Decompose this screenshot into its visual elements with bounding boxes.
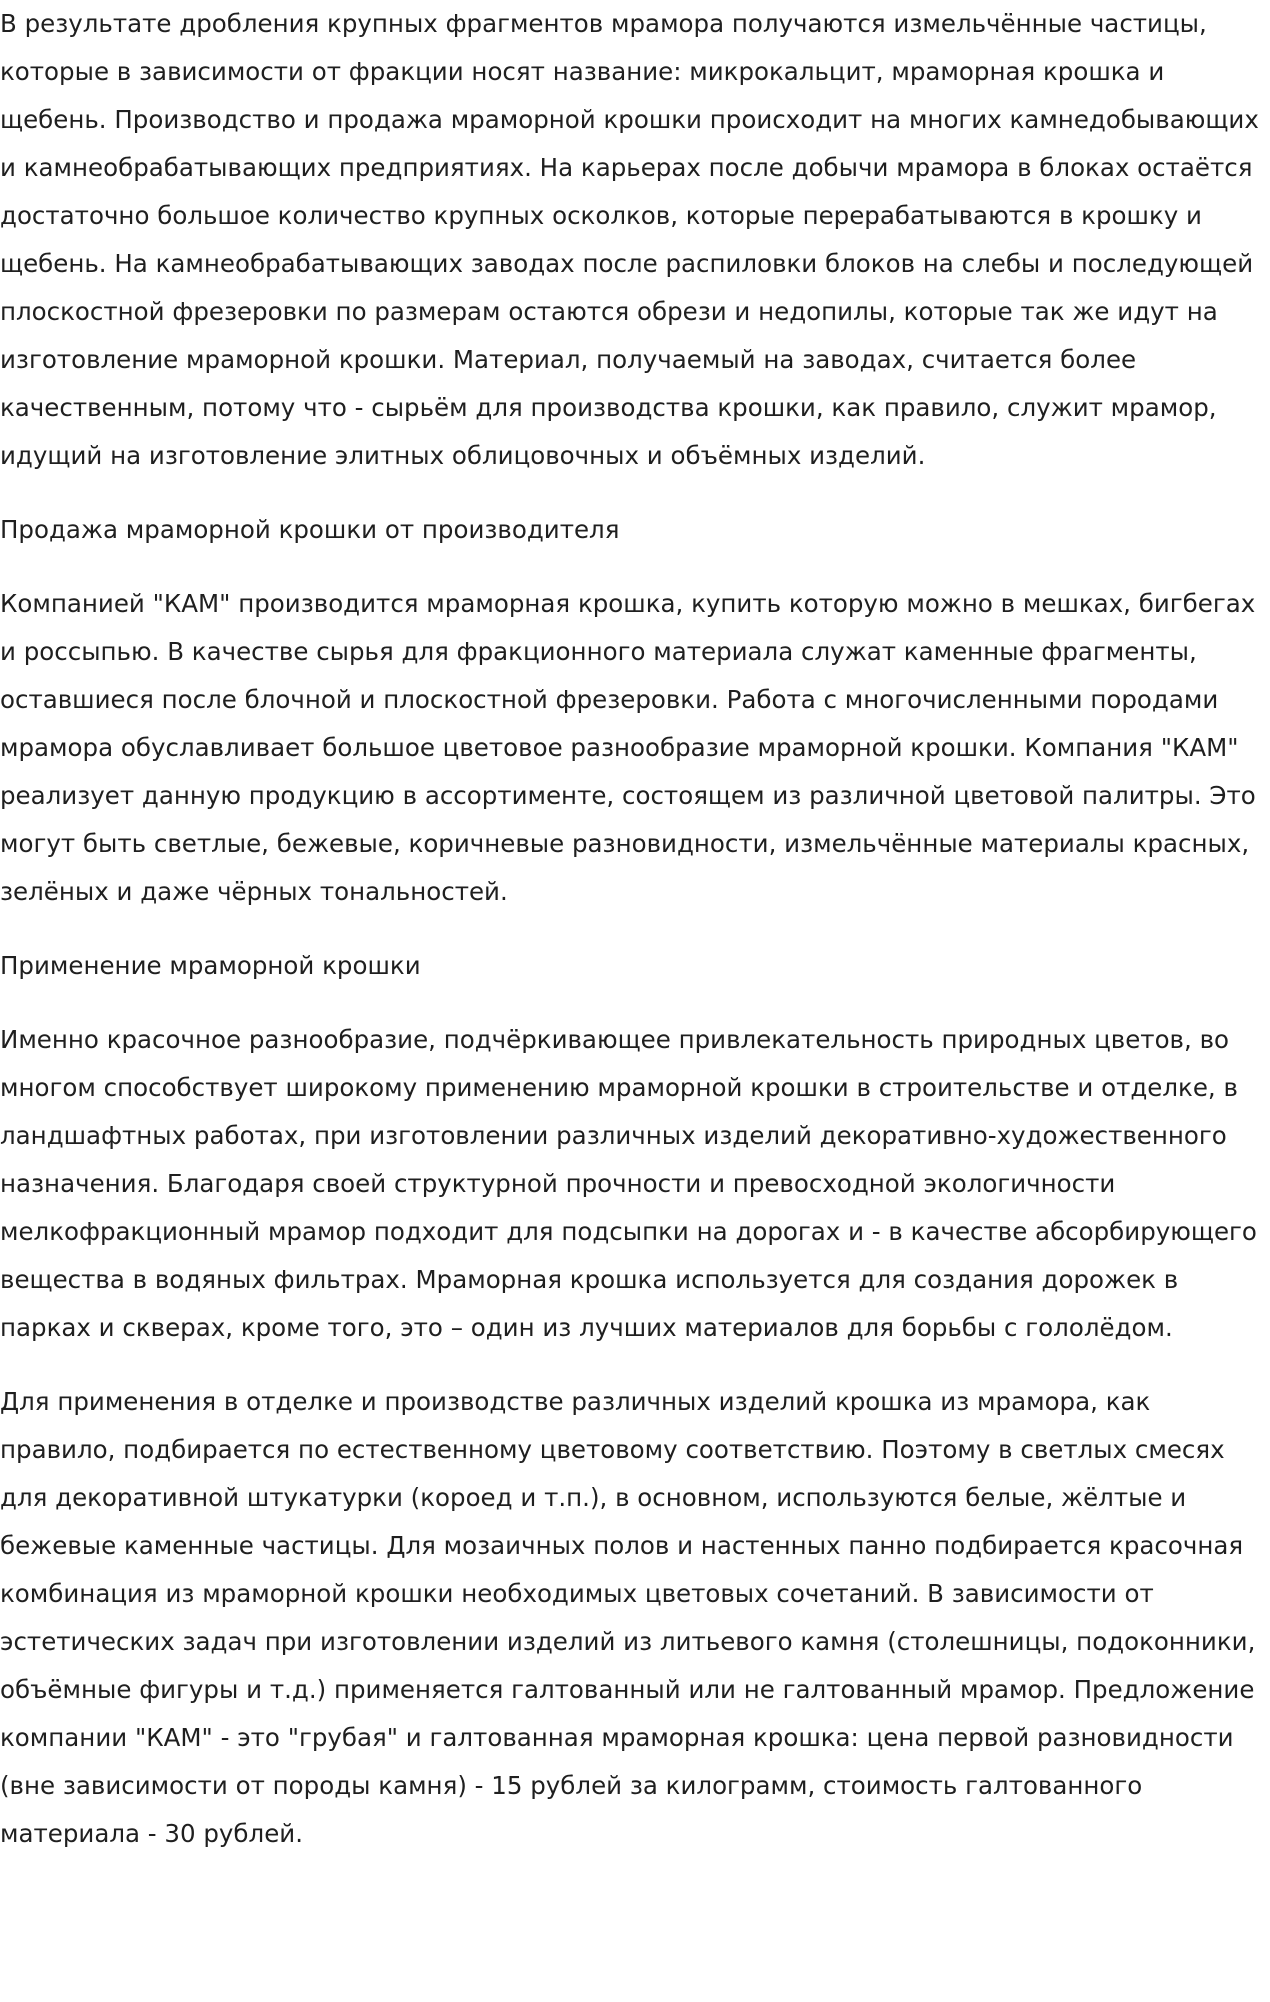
- paragraph-color-variety: Именно красочное разнообразие, подчёркивающее привлекательность природных цветов, во многом способствует широкому применению мраморной крошки в строительстве и отделке, в ландшафтных работах, при изготовлении различных изделий декоративно-художественного назначения. Благодаря своей структурной прочности и превосходной экологичности мелкофракционный мрамор подходит для подсыпки на дорогах и - в качестве абсорбирующего вещества в водяных фильтрах. Мраморная крошка используется для создания дорожек в парках и скверах, кроме того, это – один из лучших материалов для борьбы с гололёдом.: [0, 1025, 1257, 1342]
- paragraph-marble-crushing: В результате дробления крупных фрагментов мрамора получаются измельчённые частицы, которые в зависимости от фракции носят название: микрокальцит, мраморная крошка и щебень. Производство и продажа мраморной крошки происходит на многих камнедобывающих и камнеобрабатывающих предприятиях. На карьерах после добычи мрамора в блоках остаётся достаточно большое количество крупных осколков, которые перерабатываются в крошку и щебень. На камнеобрабатывающих заводах после распиловки блоков на слебы и последующей плоскостной фрезеровки по размерам остаются обрези и недопилы, которые так же идут на изготовление мраморной крошки. Материал, получаемый на заводах, считается более качественным, потому что - сырьём для производства крошки, как правило, служит мрамор, идущий на изготовление элитных облицовочных и объёмных изделий.: [0, 9, 1259, 470]
- heading-sale-from-manufacturer: Продажа мраморной крошки от производителя: [0, 515, 620, 544]
- heading-application: Применение мраморной крошки: [0, 951, 421, 980]
- paragraph-finishing-and-prices: Для применения в отделке и производстве различных изделий крошка из мрамора, как правило, подбирается по естественному цветовому соответствию. Поэтому в светлых смесях для декоративной штукатурки (короед и т.п.), в основном, используются белые, жёлтые и бежевые каменные частицы. Для мозаичных полов и настенных панно подбирается красочная комбинация из мраморной крошки необходимых цветовых сочетаний. В зависимости от эстетических задач при изготовлении изделий из литьевого камня (столешницы, подоконники, объёмные фигуры и т.д.) применяется галтованный или не галтованный мрамор. Предложение компании "КАМ" - это "грубая" и галтованная мраморная крошка: цена первой разновидности (вне зависимости от породы камня) - 15 рублей за килограмм, стоимость галтованного материала - 30 рублей.: [0, 1387, 1256, 1848]
- paragraph-kam-production: Компанией "КАМ" производится мраморная крошка, купить которую можно в мешках, бигбегах и россыпью. В качестве сырья для фракционного материала служат каменные фрагменты, оставшиеся после блочной и плоскостной фрезеровки. Работа с многочисленными породами мрамора обуславливает большое цветовое разнообразие мраморной крошки. Компания "КАМ" реализует данную продукцию в ассортименте, состоящем из различной цветовой палитры. Это могут быть светлые, бежевые, коричневые разновидности, измельчённые материалы красных, зелёных и даже чёрных тональностей.: [0, 589, 1256, 906]
